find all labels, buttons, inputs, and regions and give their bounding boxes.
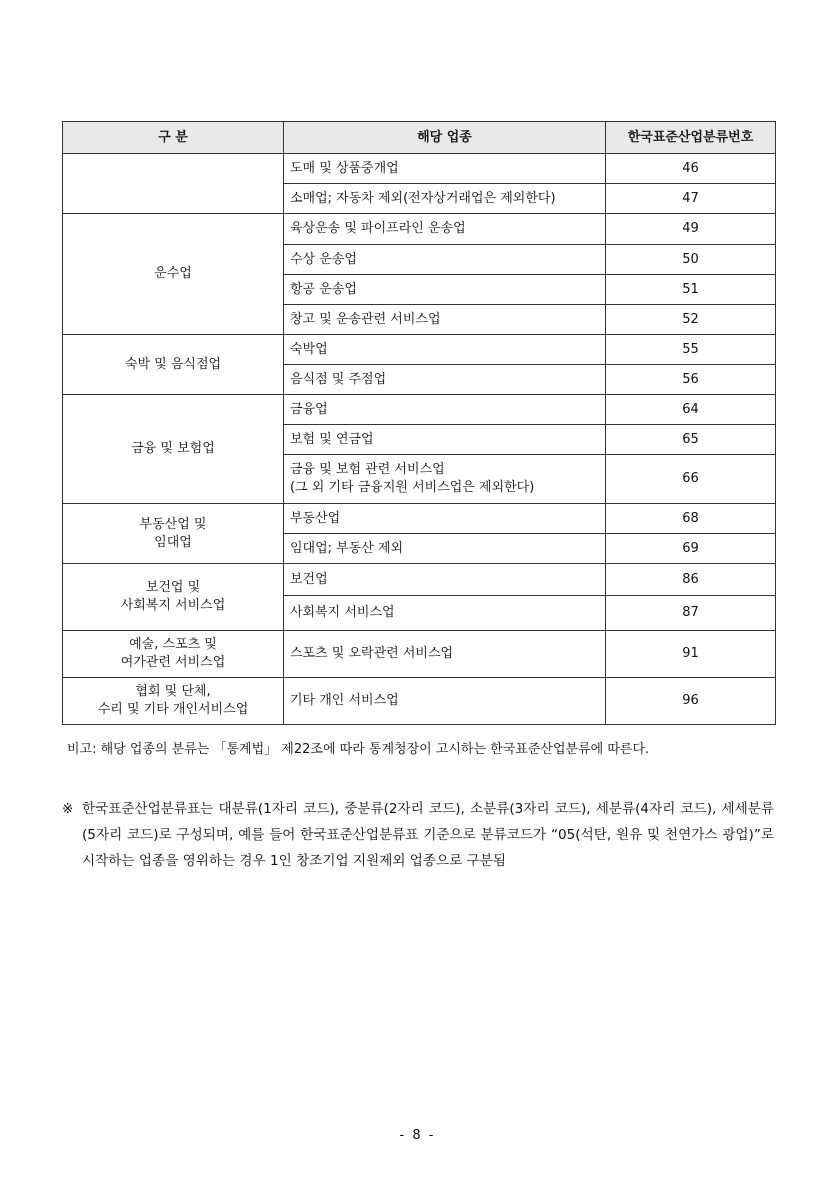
page-number: - 8 - xyxy=(399,1128,436,1143)
code-cell: 87 xyxy=(606,596,776,631)
industry-cell: 보험 및 연금업 xyxy=(284,425,606,455)
table-row xyxy=(63,564,776,596)
category-cell: 예술, 스포츠 및 여가관련 서비스업 xyxy=(63,631,284,678)
table-row xyxy=(63,631,776,678)
header-code: 한국표준산업분류번호 xyxy=(606,122,776,154)
code-cell: 64 xyxy=(606,395,776,425)
code-cell: 55 xyxy=(606,335,776,365)
code-cell: 91 xyxy=(606,631,776,678)
table-row xyxy=(63,678,776,725)
code-cell: 47 xyxy=(606,184,776,214)
category-cell: 숙박 및 음식점업 xyxy=(63,335,284,395)
industry-cell: 도매 및 상품중개업 xyxy=(284,154,606,184)
industry-cell: 항공 운송업 xyxy=(284,275,606,305)
table-row xyxy=(63,154,776,184)
industry-cell: 기타 개인 서비스업 xyxy=(284,678,606,725)
code-cell: 50 xyxy=(606,245,776,275)
category-cell: 금융 및 보험업 xyxy=(63,395,284,504)
industry-cell: 소매업; 자동차 제외(전자상거래업은 제외한다) xyxy=(284,184,606,214)
industry-cell: 육상운송 및 파이프라인 운송업 xyxy=(284,214,606,245)
code-cell: 56 xyxy=(606,365,776,395)
table-body xyxy=(63,154,776,725)
industry-cell: 사회복지 서비스업 xyxy=(284,596,606,631)
industry-cell: 보건업 xyxy=(284,564,606,596)
code-cell: 65 xyxy=(606,425,776,455)
table-header-row xyxy=(63,122,776,154)
table-row xyxy=(63,395,776,425)
table-row xyxy=(63,504,776,534)
industry-cell: 임대업; 부동산 제외 xyxy=(284,534,606,564)
code-cell: 96 xyxy=(606,678,776,725)
table-row xyxy=(63,214,776,245)
category-cell: 운수업 xyxy=(63,214,284,335)
industry-cell: 창고 및 운송관련 서비스업 xyxy=(284,305,606,335)
industry-cell: 음식점 및 주점업 xyxy=(284,365,606,395)
reference-mark: ※ xyxy=(62,801,74,817)
code-cell: 68 xyxy=(606,504,776,534)
header-industry: 해당 업종 xyxy=(284,122,606,154)
table-footnote: 비고: 해당 업종의 분류는 「통계법」 제22조에 따라 통계청장이 고시하는 한국표준산업분류에 따른다. xyxy=(67,742,650,757)
industry-cell: 부동산업 xyxy=(284,504,606,534)
code-cell: 86 xyxy=(606,564,776,596)
code-cell: 52 xyxy=(606,305,776,335)
header-category: 구 분 xyxy=(63,122,284,154)
industry-cell: 금융업 xyxy=(284,395,606,425)
code-cell: 46 xyxy=(606,154,776,184)
industry-cell: 스포츠 및 오락관련 서비스업 xyxy=(284,631,606,678)
category-cell xyxy=(63,154,284,214)
reference-note-text: 한국표준산업분류표는 대분류(1자리 코드), 중분류(2자리 코드), 소분류(3자리 코드), 세분류(4자리 코드), 세세분류(5자리 코드)로 구성되며, 예를 들어 한국표준산업분류표 기준으로 분류코드가 “05(석탄, 원유 및 천연가스 광업)”로 시작하는 업종을 영위하는 경우 1인 창조기업 지원제외 업종으로 구분됨 xyxy=(82,801,774,869)
category-cell: 협회 및 단체, 수리 및 기타 개인서비스업 xyxy=(63,678,284,725)
category-cell: 부동산업 및 임대업 xyxy=(63,504,284,564)
code-cell: 69 xyxy=(606,534,776,564)
code-cell: 51 xyxy=(606,275,776,305)
code-cell: 66 xyxy=(606,455,776,504)
code-cell: 49 xyxy=(606,214,776,245)
industry-cell: 숙박업 xyxy=(284,335,606,365)
industry-cell: 수상 운송업 xyxy=(284,245,606,275)
industry-cell: 금융 및 보험 관련 서비스업 (그 외 기타 금융지원 서비스업은 제외한다) xyxy=(284,455,606,504)
category-cell: 보건업 및 사회복지 서비스업 xyxy=(63,564,284,631)
table-row xyxy=(63,335,776,365)
reference-note xyxy=(62,796,774,874)
industry-table xyxy=(62,121,776,725)
